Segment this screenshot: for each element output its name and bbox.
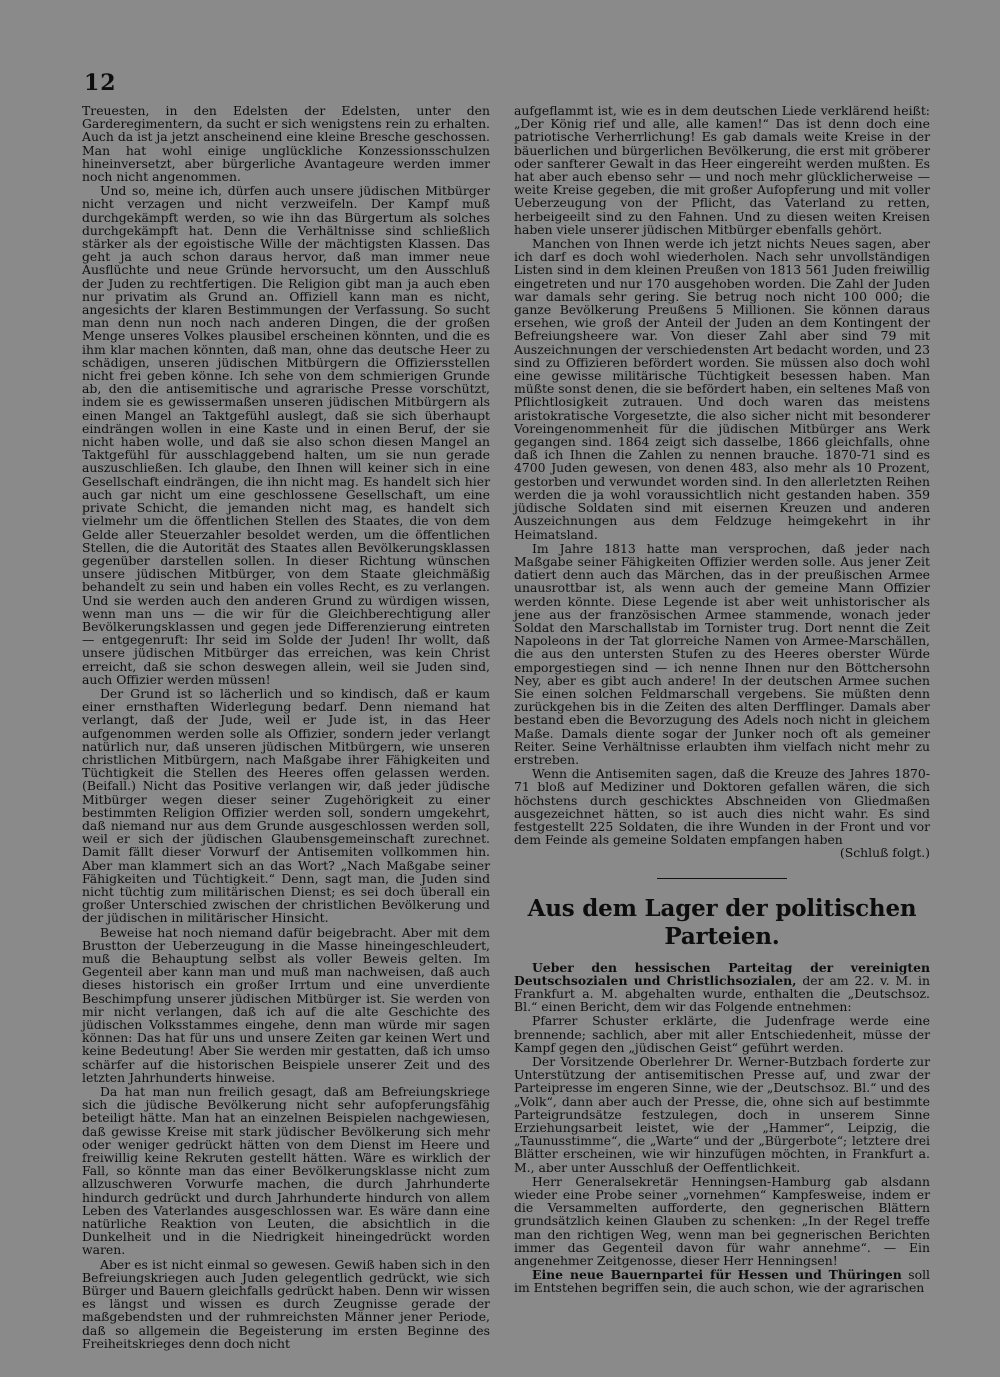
continuation-note: (Schluß folgt.): [839, 845, 930, 861]
right-column: [514, 104, 930, 1295]
report-paragraph: Der Vorsitzende Oberlehrer Dr. Werner-Butzbach forderte zur Unterstützung der antisemitischen Presse auf, und zwar der Parteipresse im engeren Sinne, wie der „Deutschsoz. Bl.“ und des „Volk“, dann aber auch der Presse, die, ohne sich auf bestimmte Parteigrundsätze festzulegen, doch in unserem Sinne Erziehungsarbeit leistet, wie der „Hammer“, Leipzig, die „Taunusstimme“, die „Warte“ und der „Bürgerbote“; letztere drei Blätter erscheinen, wie wir hinzufügen möchten, in Frankfurt a. M., aber unter Ausschluß der Oeffentlichkeit.: [514, 1054, 930, 1175]
paragraph: Wenn die Antisemiten sagen, daß die Kreuze des Jahres 1870-71 bloß auf Mediziner und Doktoren gefallen wären, die sich höchstens durch geschicktes Abschneiden von Gliedmaßen ausgezeichnet hätten, so ist auch dies nicht wahr. Es sind festgestellt 225 Soldaten, die ihre Wunden in der Front und vor dem Feinde als gemeine Soldaten empfangen haben: [514, 766, 930, 848]
paragraph: Beweise hat noch niemand dafür beigebracht. Aber mit dem Brustton der Ueberzeugung in die Masse hineingeschleudert, muß die Behauptung selbst als voller Beweis gelten. Im Gegenteil aber kann man und muß man nachweisen, daß auch dieses historisch ein großer Irrtum und eine unverdiente Beschimpfung unserer jüdischen Mitbürger ist. Sie werden von mir nicht verlangen, daß ich auf die alte Geschichte des jüdischen Volksstammes eingehe, denn man würde mir sagen können: Das hat für uns und unsere Zeiten gar keinen Wert und keine Bedeutung! Aber Sie werden mir gestatten, daß ich umso schärfer auf die historischen Beispiele unserer Zeit und des letzten Jahrhunderts hinweise.: [82, 924, 490, 1085]
paragraph: Im Jahre 1813 hatte man versprochen, daß jeder nach Maßgabe seiner Fähigkeiten Offizier werden solle. Aus jener Zeit datiert denn auch das Märchen, das in der preußischen Armee unausrottbar ist, als wenn auch der gemeine Mann Offizier werden könnte. Diese Legende ist aber weit unhistorischer als jene aus der französischen Armee stammende, wonach jeder Soldat den Marschallstab im Tornister trug. Dort nennt die Zeit Napoleons in der Tat glorreiche Namen von Armee-Marschällen, die aus den untersten Stufen zu des Heeres oberster Würde emporgestiegen sind — ich nenne Ihnen nur den Böttchersohn Ney, aber es gibt auch andere! In der deutschen Armee suchen Sie einen solchen Feldmarschall vergebens. Sie müßten denn zurückgehen bis in die Zeiten des alten Derfflinger. Damals aber bestand eben die Bevorzugung des Adels noch nicht in gleichem Maße. Damals diente sogar der Junker noch oft als gemeiner Reiter. Seine Verhältnisse erlaubten ihm vielfach nicht mehr zu erstreben.: [514, 540, 930, 767]
paragraph: Manchen von Ihnen werde ich jetzt nichts Neues sagen, aber ich darf es doch wohl wiederholen. Nach sehr unvollständigen Listen sind in dem kleinen Preußen von 1813 561 Juden freiwillig eingetreten und nur 170 ausgehoben worden. Die Zahl der Juden war damals sehr gering. Sie betrug noch nicht 100 000; die ganze Bevölkerung Preußens 5 Millionen. Sie können daraus ersehen, wie groß der Anteil der Juden an dem Kontingent der Befreiungsheere war. Von dieser Zahl aber sind 79 mit Auszeichnungen der verschiedensten Art bedacht worden, und 23 sind zu Offizieren befördert worden. Sie müssen also doch wohl eine gewisse militärische Tüchtigkeit besessen haben. Man müßte sonst denen, die sie befördert haben, ein seltenes Maß von Pflichtlosigkeit zutrauen. Und doch waren das meistens aristokratische Vorgesetzte, die also sicher nicht mit besonderer Voreingenommenheit für die jüdischen Mitbürger ans Werk gegangen sind. 1864 zeigt sich dasselbe, 1866 gleichfalls, ohne daß ich Ihnen die Zahlen zu nennen brauche. 1870-71 sind es 4700 Juden gewesen, von denen 483, also mehr als 10 Prozent, gestorben und verwundet worden sind. In den allerletzten Reihen werden die ja wohl voraussichtlich nicht gestanden haben. 359 jüdische Soldaten sind mit eisernen Kreuzen und anderen Auszeichnungen aus dem Feldzuge heimgekehrt in ihr Heimatsland.: [514, 236, 930, 542]
paragraph: Aber es ist nicht einmal so gewesen. Gewiß haben sich in den Befreiungskriegen auch Juden gelegentlich gedrückt, wie sich Bürger und Bauern gleichfalls gedrückt haben. Denn wir wissen es längst und wissen es durch Zeugnisse gerade der maßgebendsten und der ruhmreichsten Männer jener Periode, daß so allgemein die Begeisterung im ersten Beginne des Freiheitskrieges denn doch nicht: [82, 1256, 490, 1351]
report-lead-text: der am 22. v. M. in Frankfurt a. M. abgehalten wurde, enthalten die „Deutschsoz. Bl.“ einen Bericht, dem wir das Folgende entnehmen:: [514, 972, 930, 1015]
left-column: [82, 104, 490, 1350]
section-heading: Aus dem Lager der politischen Parteien.: [527, 894, 917, 950]
report-paragraph: Herr Generalsekretär Henningsen-Hamburg gab alsdann wieder eine Probe seiner „vornehmen“ Kampfesweise, indem er die Versammelten aufforderte, den gegnerischen Blättern grundsätzlich keinen Glauben zu schenken: „In der Regel treffe man den richtigen Weg, wenn man bei gegnerischen Berichten immer das Gegenteil davon für wahr annehme“. — Ein angenehmer Zeitgenosse, dieser Herr Henningsen!: [514, 1173, 930, 1269]
final-paragraph: [514, 1268, 930, 1294]
paragraph: Und so, meine ich, dürfen auch unsere jüdischen Mitbürger nicht verzagen und nicht verzweifeln. Der Kampf muß durchgekämpft werden, so wie ihn das Bürgertum als solches durchgekämpft hat. Denn die Verhältnisse sind schließlich stärker als der egoistische Wille der mächtigsten Klassen. Das geht ja auch schon daraus hervor, daß man immer neue Ausflüchte und neue Gründe hervorsucht, um den Ausschluß der Juden zu rechtfertigen. Die Religion gibt man ja auch eben nur privatim als Grund an. Offiziell kann man es nicht, angesichts der klaren Bestimmungen der Verfassung. So sucht man denn nun noch nach anderen Dingen, die der großen Menge unseres Volkes plausibel erscheinen könnten, und die es ihm klar machen könnten, daß man, ohne das deutsche Heer zu schädigen, unseren jüdischen Mitbürgern die Offiziersstellen nicht frei geben könne. Ich sehe von dem schmierigen Grunde ab, den die antisemitische und agrarische Presse vorschützt, indem sie es gewissermaßen unseren jüdischen Mitbürgern als einen Mangel an Taktgefühl auslegt, daß sie sich überhaupt eindrängen wollen in eine Kaste und in einen Beruf, der sie nicht haben wolle, und daß sie also schon diesen Mangel an Taktgefühl für ausschlaggebend halten, um sie nun gerade auszuschließen. Ich glaube, den Ihnen will keiner sich in eine Gesellschaft eindrängen, die ihn nicht mag. Es handelt sich hier auch gar nicht um eine geschlossene Gesellschaft, um eine private Schicht, die jemanden nicht mag, es handelt sich vielmehr um die öffentlichen Stellen des Staates, die von dem Gelde aller Steuerzahler besoldet werden, um die öffentlichen Stellen, die die Autorität des Staates allen Bevölkerungsklassen gegenüber darstellen sollen. In dieser Richtung wünschen unsere jüdischen Mitbürger, von dem Staate gleichmäßig behandelt zu sein und haben ein volles Recht, es zu verlangen. Und sie werden auch den anderen Grund zu würdigen wissen, wenn man uns — die wir für die Gleichberechtigung aller Bevölkerungsklassen und gegen jede Differenzierung eintreten — entgegenruft: Ihr seid im Solde der Juden! Ihr wollt, daß unsere jüdischen Mitbürger das erreichen, was kein Christ erreicht, daß sie schon deswegen allein, weil sie Juden sind, auch Offizier werden müssen!: [82, 183, 490, 687]
section-divider: [657, 878, 787, 879]
paragraph: Treuesten, in den Edelsten der Edelsten, unter den Garderegimentern, da sucht er sich wenigstens rein zu erhalten. Auch da ist ja jetzt anscheinend eine kleine Bresche geschossen. Man hat wohl einige unglückliche Konzessionsschulzen hineinversetzt, aber bürgerliche Avantageure werden immer noch nicht angenommen.: [82, 103, 490, 185]
final-lead-text: soll im Entstehen begriffen sein, die auch schon, wie der agrarischen: [514, 1267, 930, 1296]
paragraph: aufgeflammt ist, wie es in dem deutschen Liede verklärend heißt: „Der König rief und alle, alle kamen!“ Das ist denn doch eine patriotische Verherrlichung! Es gab damals weite Kreise in der bäuerlichen und bürgerlichen Bevölkerung, die erst mit gröberer oder sanfterer Gewalt in das Heer eingereiht werden mußten. Es hat aber auch ebenso sehr — und noch mehr glücklicherweise — weite Kreise gegeben, die mit großer Aufopferung und mit voller Ueberzeugung von der Pflicht, das Vaterland zu retten, herbeigeeilt sind zu den Fahnen. Und zu diesen weiten Kreisen haben viele unserer jüdischen Mitbürger ebenfalls gehört.: [514, 103, 930, 237]
final-lead-bold: Eine neue Bauernpartei für Hessen und Thüringen: [532, 1267, 902, 1283]
paragraph: Der Grund ist so lächerlich und so kindisch, daß er kaum einer ernsthaften Widerlegung bedarf. Denn niemand hat verlangt, daß der Jude, weil er Jude ist, in das Heer aufgenommen werden solle als Offizier, sondern jeder verlangt natürlich nur, daß unseren jüdischen Mitbürgern, wie unseren christlichen Mitbürgern, nach Maßgabe ihrer Fähigkeiten und Tüchtigkeit die Stellen des Heeres offen gelassen werden. (Beifall.) Nicht das Positive verlangen wir, daß jeder jüdische Mitbürger wegen dieser seiner Zugehörigkeit zu einer bestimmten Religion Offizier werden soll, sondern umgekehrt, daß niemand nur aus dem Grunde ausgeschlossen werden soll, weil er sich der jüdischen Glaubensgemeinschaft zurechnet. Damit fällt dieser Vorwurf der Antisemiten vollkommen hin. Aber man klammert sich an das Wort? „Nach Maßgabe seiner Fähigkeiten und Tüchtigkeit.“ Denn, sagt man, die Juden sind nicht tüchtig zum militärischen Dienst; es sei doch überall ein großer Unterschied zwischen der christlichen Bevölkerung und der jüdischen in militärischer Hinsicht.: [82, 685, 490, 926]
page-number: 12: [84, 70, 117, 96]
report-paragraph: Pfarrer Schuster erklärte, die Judenfrage werde eine brennende; sachlich, aber mit aller Entschiedenheit, müsse der Kampf gegen den „jüdischen Geist“ geführt werden.: [514, 1013, 930, 1055]
paragraph: Da hat man nun freilich gesagt, daß am Befreiungskriege sich die jüdische Bevölkerung nicht sehr aufopferungsfähig beteiligt hätte. Man hat an einzelnen Beispielen nachgewiesen, daß gewisse Kreise mit stark jüdischer Bevölkerung sich mehr oder weniger gedrückt hätten von dem Dienst im Heere und freiwillig keine Rekruten gestellt hätten. Wäre es wirklich der Fall, so könnte man das einer Bevölkerungsklasse nicht zum allzuschweren Vorwurfe machen, die durch Jahrhunderte hindurch gedrückt und durch Jahrhunderte hindurch von allem Leben des Vaterlandes ausgeschlossen war. Es wäre dann eine natürliche Reaktion von Leuten, die absichtlich in die Dunkelheit und in die Niedrigkeit hineingedrückt worden waren.: [82, 1084, 490, 1258]
report-lead: [514, 961, 930, 1014]
report-lead-bold: Ueber den hessischen Parteitag der vereinigten Deutschsozialen und Christlichsozialen,: [514, 959, 930, 988]
